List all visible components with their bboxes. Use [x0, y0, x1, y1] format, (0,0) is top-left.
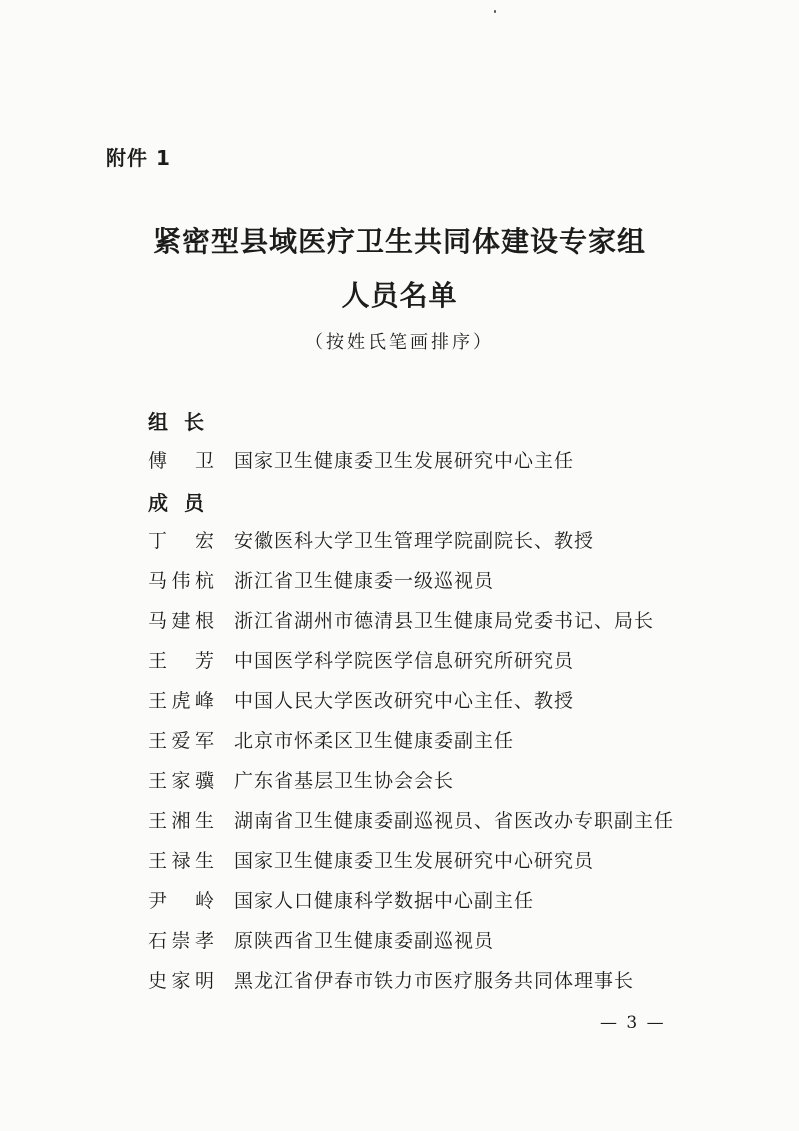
person-name: 王虎峰	[148, 690, 214, 712]
person-name: 王禄生	[148, 850, 214, 872]
person-name: 王家骥	[148, 770, 214, 792]
person-title: 浙江省卫生健康委一级巡视员	[234, 570, 495, 592]
person-title: 国家卫生健康委卫生发展研究中心研究员	[234, 850, 595, 872]
person-title: 中国医学科学院医学信息研究所研究员	[234, 650, 575, 672]
person-title: 安徽医科大学卫生管理学院副院长、教授	[234, 530, 595, 552]
document-title-line-1: 紧密型县域医疗卫生共同体建设专家组	[152, 225, 646, 258]
document-title-line-2: 人员名单	[341, 279, 458, 312]
person-title: 浙江省湖州市德清县卫生健康局党委书记、局长	[234, 610, 655, 632]
sort-note: （按姓氏笔画排序）	[305, 332, 494, 353]
person-name: 丁宏	[148, 530, 214, 552]
attachment-label: 附件 1	[106, 146, 171, 170]
person-title: 湖南省卫生健康委副巡视员、省医改办专职副主任	[234, 810, 675, 832]
person-name: 马伟杭	[148, 570, 214, 592]
person-name: 马建根	[148, 610, 214, 632]
person-name: 傅卫	[148, 450, 214, 472]
person-title: 国家人口健康科学数据中心副主任	[234, 890, 535, 912]
person-title: 广东省基层卫生协会会长	[234, 770, 455, 792]
person-name: 石崇孝	[148, 930, 214, 952]
person-title: 国家卫生健康委卫生发展研究中心主任	[234, 450, 575, 472]
person-title: 中国人民大学医改研究中心主任、教授	[234, 690, 575, 712]
person-name: 王湘生	[148, 810, 214, 832]
person-title: 北京市怀柔区卫生健康委副主任	[234, 730, 515, 752]
person-name: 王爱军	[148, 730, 214, 752]
person-name: 王芳	[148, 650, 214, 672]
page-number: — 3 —	[600, 1013, 666, 1033]
person-title: 原陕西省卫生健康委副巡视员	[234, 930, 495, 952]
person-title: 黑龙江省伊春市铁力市医疗服务共同体理事长	[234, 970, 635, 992]
members-heading: 成员	[148, 491, 220, 515]
scan-speck	[494, 10, 496, 13]
person-name: 尹岭	[148, 890, 214, 912]
person-name: 史家明	[148, 970, 214, 992]
leader-heading: 组长	[148, 410, 220, 434]
